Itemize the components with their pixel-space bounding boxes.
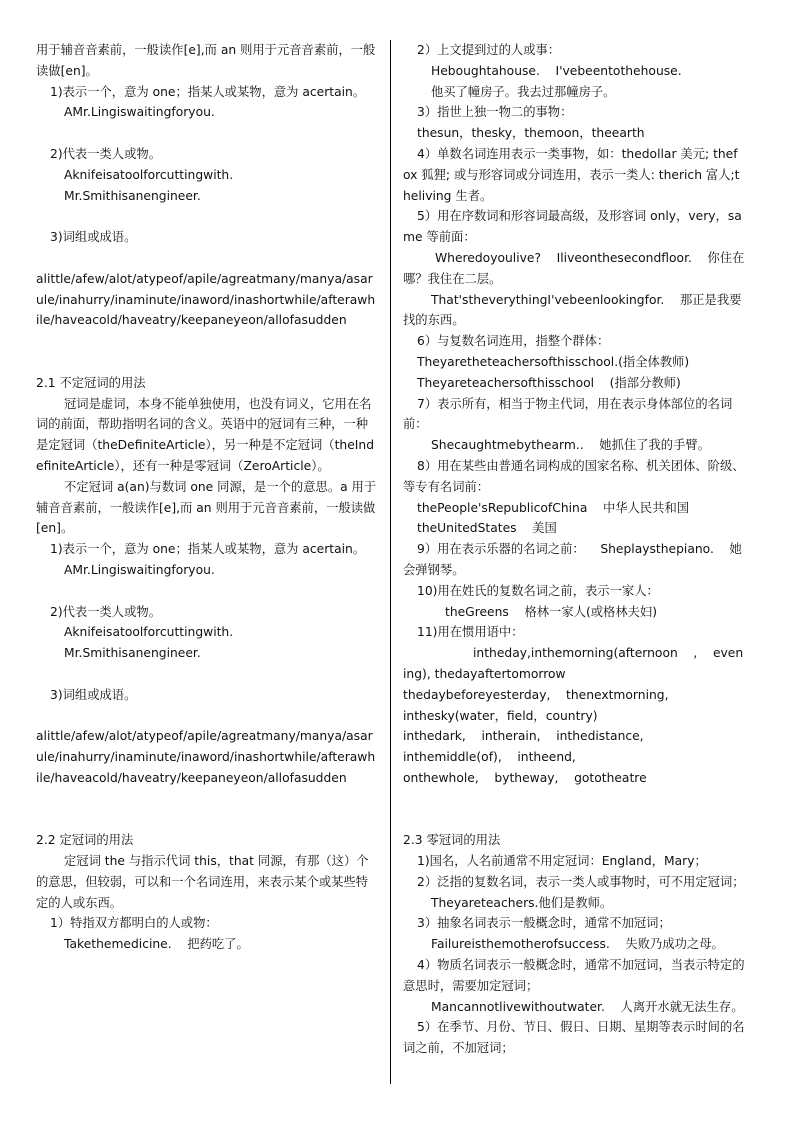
text-line: Theyareteachers.他们是教师。 — [431, 895, 613, 910]
text-line: 定冠词 the 与指示代词 this，that 同源，有那（这）个的意思，但较弱，可以和一个名词连用，来表示某个或某些特定的人或东西。 — [36, 854, 369, 910]
text-line: 2）上文提到过的人或事： — [417, 43, 561, 57]
text-line: 3）抽象名词表示一般概念时，通常不加冠词； — [417, 916, 671, 931]
text-line: Takethemedicine. 把药吃了。 — [64, 937, 249, 952]
blank-line — [36, 581, 378, 602]
blank-line — [403, 789, 745, 810]
text-line: 6）与复数名词连用，指整个群体： — [417, 334, 610, 349]
text-line: 1)表示一个，意为 one；指某人或某物，意为 acertain。 — [50, 542, 366, 557]
blank-line — [36, 706, 378, 727]
text-line: inthesky(water，field，country) — [403, 708, 598, 723]
text-line: 1）特指双方都明白的人或物： — [50, 916, 218, 931]
text-line: 1)表示一个，意为 one；指某人或某物，意为 acertain。 — [50, 84, 366, 99]
text-line: 2)代表一类人或物。 — [50, 604, 161, 619]
text-line: 1)国名，人名前通常不用定冠词：England，Mary； — [417, 854, 707, 869]
text-line: Mr.Smithisanengineer. — [64, 188, 201, 203]
text-line: 4）物质名词表示一般概念时，通常不加冠词，当表示特定的意思时，需要加定冠词； — [403, 958, 745, 993]
blank-line — [403, 809, 745, 830]
text-line: Heboughtahouse. I'vebeentothehouse. — [431, 63, 682, 78]
text-line: Shecaughtmebythearm.. 她抓住了我的手臂。 — [431, 438, 710, 453]
text-line: Mancannotlivewithoutwater. 人离开水就无法生存。 — [431, 999, 744, 1014]
text-line: onthewhole, bytheway, gototheatre — [403, 770, 647, 785]
text-line: 不定冠词 a(an)与数词 one 同源，是一个的意思。a 用于辅音音素前，一般读作[e],而 an 则用于元音音素前，一般读做[en]。 — [36, 479, 377, 536]
text-line: thedaybeforeyesterday, thenextmorning, — [403, 687, 669, 702]
text-line: 10)用在姓氏的复数名词之前，表示一家人： — [417, 583, 659, 598]
blank-line — [36, 248, 378, 269]
text-line: Failureisthemotherofsuccess. 失败乃成功之母。 — [431, 937, 724, 952]
text-line: alittle/afew/alot/atypeof/apile/agreatmany/manya/asarule/inahurry/inaminute/inaword/inashortwhile/afterawhile/haveacold/haveatry/keepaneyeon/allofasudden — [36, 729, 376, 785]
blank-line — [36, 331, 378, 352]
left-column — [36, 40, 378, 955]
text-line: Aknifeisatoolforcuttingwith. — [64, 167, 234, 182]
blank-line — [36, 789, 378, 810]
text-line: 3)词组或成语。 — [50, 687, 137, 702]
text-line: Theyareteachersofthisschool (指部分教师) — [417, 375, 681, 390]
text-line: Wheredoyoulive? Iliveonthesecondfloor. 你住在哪？我住在二层。 — [403, 250, 745, 286]
text-line: 他买了幢房子。我去过那幢房子。 — [431, 84, 616, 99]
column-divider — [390, 40, 391, 1084]
text-line: 2.1 不定冠词的用法 — [36, 375, 146, 390]
text-line: 2)代表一类人或物。 — [50, 146, 161, 161]
text-line: Theyaretheteachersofthisschool.(指全体教师) — [417, 354, 690, 369]
text-line: 7）表示所有，相当于物主代词，用在表示身体部位的名词前： — [403, 396, 733, 432]
text-line: 3）指世上独一物二的事物： — [417, 105, 573, 120]
blank-line — [36, 809, 378, 830]
text-line: 2）泛指的复数名词，表示一类人或事物时，可不用定冠词； — [417, 874, 745, 889]
text-line: 5）在季节、月份、节日、假日、日期、星期等表示时间的名词之前，不加冠词； — [403, 1020, 745, 1056]
right-column — [403, 40, 745, 1059]
text-line: theUnitedStates 美国 — [417, 521, 557, 536]
blank-line — [36, 664, 378, 685]
text-line: 用于辅音音素前，一般读作[e],而 an 则用于元音音素前，一般读做[en]。 — [36, 43, 376, 78]
text-line: AMr.Lingiswaitingforyou. — [64, 562, 215, 577]
text-line: inthemiddle(of), intheend, — [403, 750, 576, 765]
text-line: 8）用在某些由普通名词构成的国家名称、机关团体、阶级、等专有名词前： — [403, 458, 745, 494]
blank-line — [36, 352, 378, 373]
text-line: theGreens 格林一家人(或格林夫妇) — [445, 604, 658, 619]
text-line: 5）用在序数词和形容词最高级，及形容词 only，very，same 等前面： — [403, 209, 742, 245]
text-line: intheday,inthemorning(afternoon , evening), thedayaftertomorrow — [403, 646, 744, 681]
text-line: Mr.Smithisanengineer. — [64, 646, 201, 661]
text-line: 11)用在惯用语中： — [417, 625, 524, 640]
text-line: 2.3 零冠词的用法 — [403, 833, 501, 848]
text-line: 冠词是虚词，本身不能单独使用，也没有词义，它用在名词的前面，帮助指明名词的含义。英语中的冠词有三种，一种是定冠词（theDefiniteArticle），另一种是不定冠词（theIndefiniteArticle），还有一种是零冠词（ZeroArticle）。 — [36, 396, 375, 473]
text-line: 4）单数名词连用表示一类事物，如：thedollar 美元; thefox 狐狸; 或与形容词或分词连用，表示一类人: therich 富人;theliving 生者。 — [403, 146, 740, 203]
text-line: AMr.Lingiswaitingforyou. — [64, 105, 215, 120]
text-line: That'stheverythingI'vebeenlookingfor. 那正是我要找的东西。 — [403, 292, 742, 328]
blank-line — [36, 206, 378, 227]
text-line: 2.2 定冠词的用法 — [36, 833, 134, 848]
text-line: 3)词组或成语。 — [50, 230, 137, 245]
text-line: thePeople'sRepublicofChina 中华人民共和国 — [417, 500, 690, 515]
text-line: alittle/afew/alot/atypeof/apile/agreatmany/manya/asarule/inahurry/inaminute/inaword/inashortwhile/afterawhile/haveacold/haveatry/keepaneyeon/allofasudden — [36, 271, 376, 328]
text-line: 9）用在表示乐器的名词之前： Sheplaysthepiano. 她会弹钢琴。 — [403, 542, 742, 577]
text-line: inthedark, intherain, inthedistance, — [403, 729, 644, 744]
text-line: thesun，thesky，themoon，theearth — [417, 126, 645, 141]
text-line: Aknifeisatoolforcuttingwith. — [64, 625, 234, 640]
blank-line — [36, 123, 378, 144]
